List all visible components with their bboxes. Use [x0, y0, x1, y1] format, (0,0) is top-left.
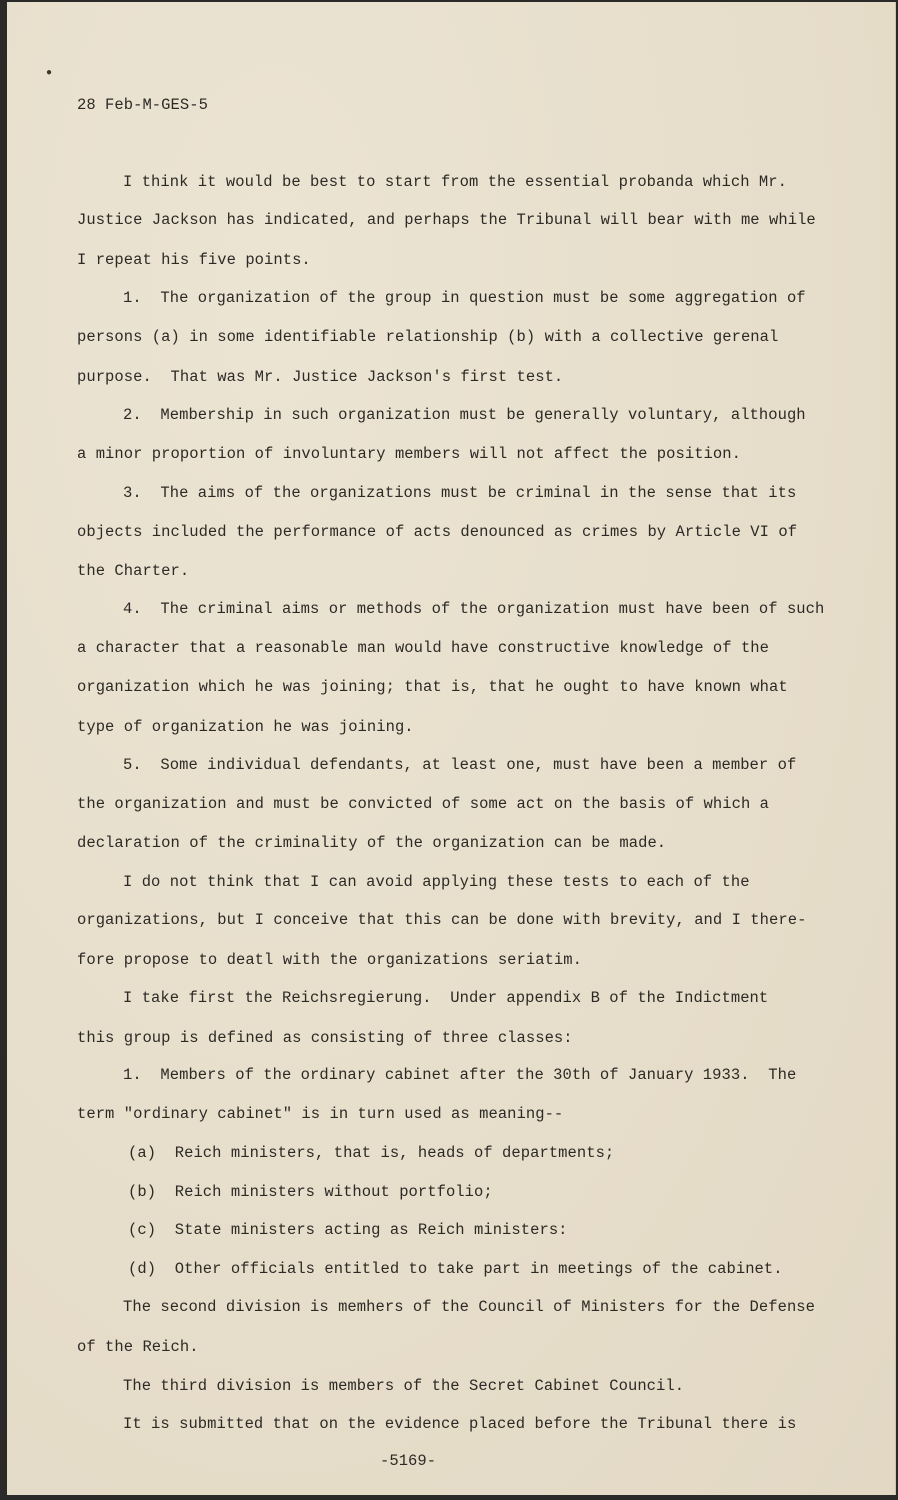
list-item-line: declaration of the criminality of the organization can be made. — [77, 834, 667, 852]
page-number: -5169- — [380, 1452, 437, 1470]
list-item-line: a minor proportion of involuntary members will not affect the position. — [77, 445, 741, 463]
list-item-line: organization which he was joining; that is, that he ought to have known what — [77, 678, 788, 696]
paragraph-line: of the Reich. — [77, 1338, 199, 1356]
paragraph-line: I do not think that I can avoid applying these tests to each of the — [123, 873, 750, 891]
list-item-line: persons (a) in some identifiable relationship (b) with a collective gerenal — [77, 328, 779, 346]
document-header: 28 Feb-M-GES-5 — [77, 96, 208, 114]
list-item-line: type of organization he was joining. — [77, 718, 414, 736]
paragraph-line: this group is defined as consisting of three classes: — [77, 1029, 573, 1047]
list-item-line: a character that a reasonable man would have constructive knowledge of the — [77, 639, 770, 657]
list-item-line: the organization and must be convicted of some act on the basis of which a — [77, 795, 770, 813]
paragraph-line: The second division is memhers of the Council of Ministers for the Defense — [123, 1298, 816, 1316]
list-item-line: 3. The aims of the organizations must be criminal in the sense that its — [123, 484, 797, 502]
sub-item-line: (c) State ministers acting as Reich ministers: — [128, 1221, 568, 1239]
paragraph-line: I take first the Reichsregierung. Under appendix B of the Indictment — [123, 989, 769, 1007]
sub-item-line: (d) Other officials entitled to take part in meetings of the cabinet. — [128, 1260, 783, 1278]
list-item-line: 2. Membership in such organization must be generally voluntary, although — [123, 406, 806, 424]
list-item-line: objects included the performance of acts denounced as crimes by Article VI of — [77, 523, 798, 541]
list-item-line: 5. Some individual defendants, at least one, must have been a member of — [123, 756, 797, 774]
list-item-line: 1. Members of the ordinary cabinet after the 30th of January 1933. The — [123, 1066, 797, 1084]
sub-item-line: (b) Reich ministers without portfolio; — [128, 1183, 493, 1201]
list-item-line: the Charter. — [77, 562, 190, 580]
list-item-line: purpose. That was Mr. Justice Jackson's first test. — [77, 368, 564, 386]
list-item-line: 4. The criminal aims or methods of the organization must have been of such — [123, 600, 825, 618]
document-page — [7, 2, 896, 1495]
punch-mark: ● — [46, 68, 53, 79]
list-item-line: term "ordinary cabinet" is in turn used as meaning-- — [77, 1105, 564, 1123]
paragraph-line: It is submitted that on the evidence placed before the Tribunal there is — [123, 1415, 797, 1433]
list-item-line: 1. The organization of the group in question must be some aggregation of — [123, 289, 806, 307]
paragraph-line: The third division is members of the Secret Cabinet Council. — [123, 1377, 685, 1395]
paragraph-line: organizations, but I conceive that this can be done with brevity, and I there- — [77, 911, 807, 929]
paragraph-line: I repeat his five points. — [77, 251, 311, 269]
paragraph-line: I think it would be best to start from the essential probanda which Mr. — [123, 173, 787, 191]
paragraph-line: Justice Jackson has indicated, and perhaps the Tribunal will bear with me while — [77, 211, 816, 229]
sub-item-line: (a) Reich ministers, that is, heads of departments; — [128, 1144, 615, 1162]
paragraph-line: fore propose to deatl with the organizations seriatim. — [77, 951, 582, 969]
